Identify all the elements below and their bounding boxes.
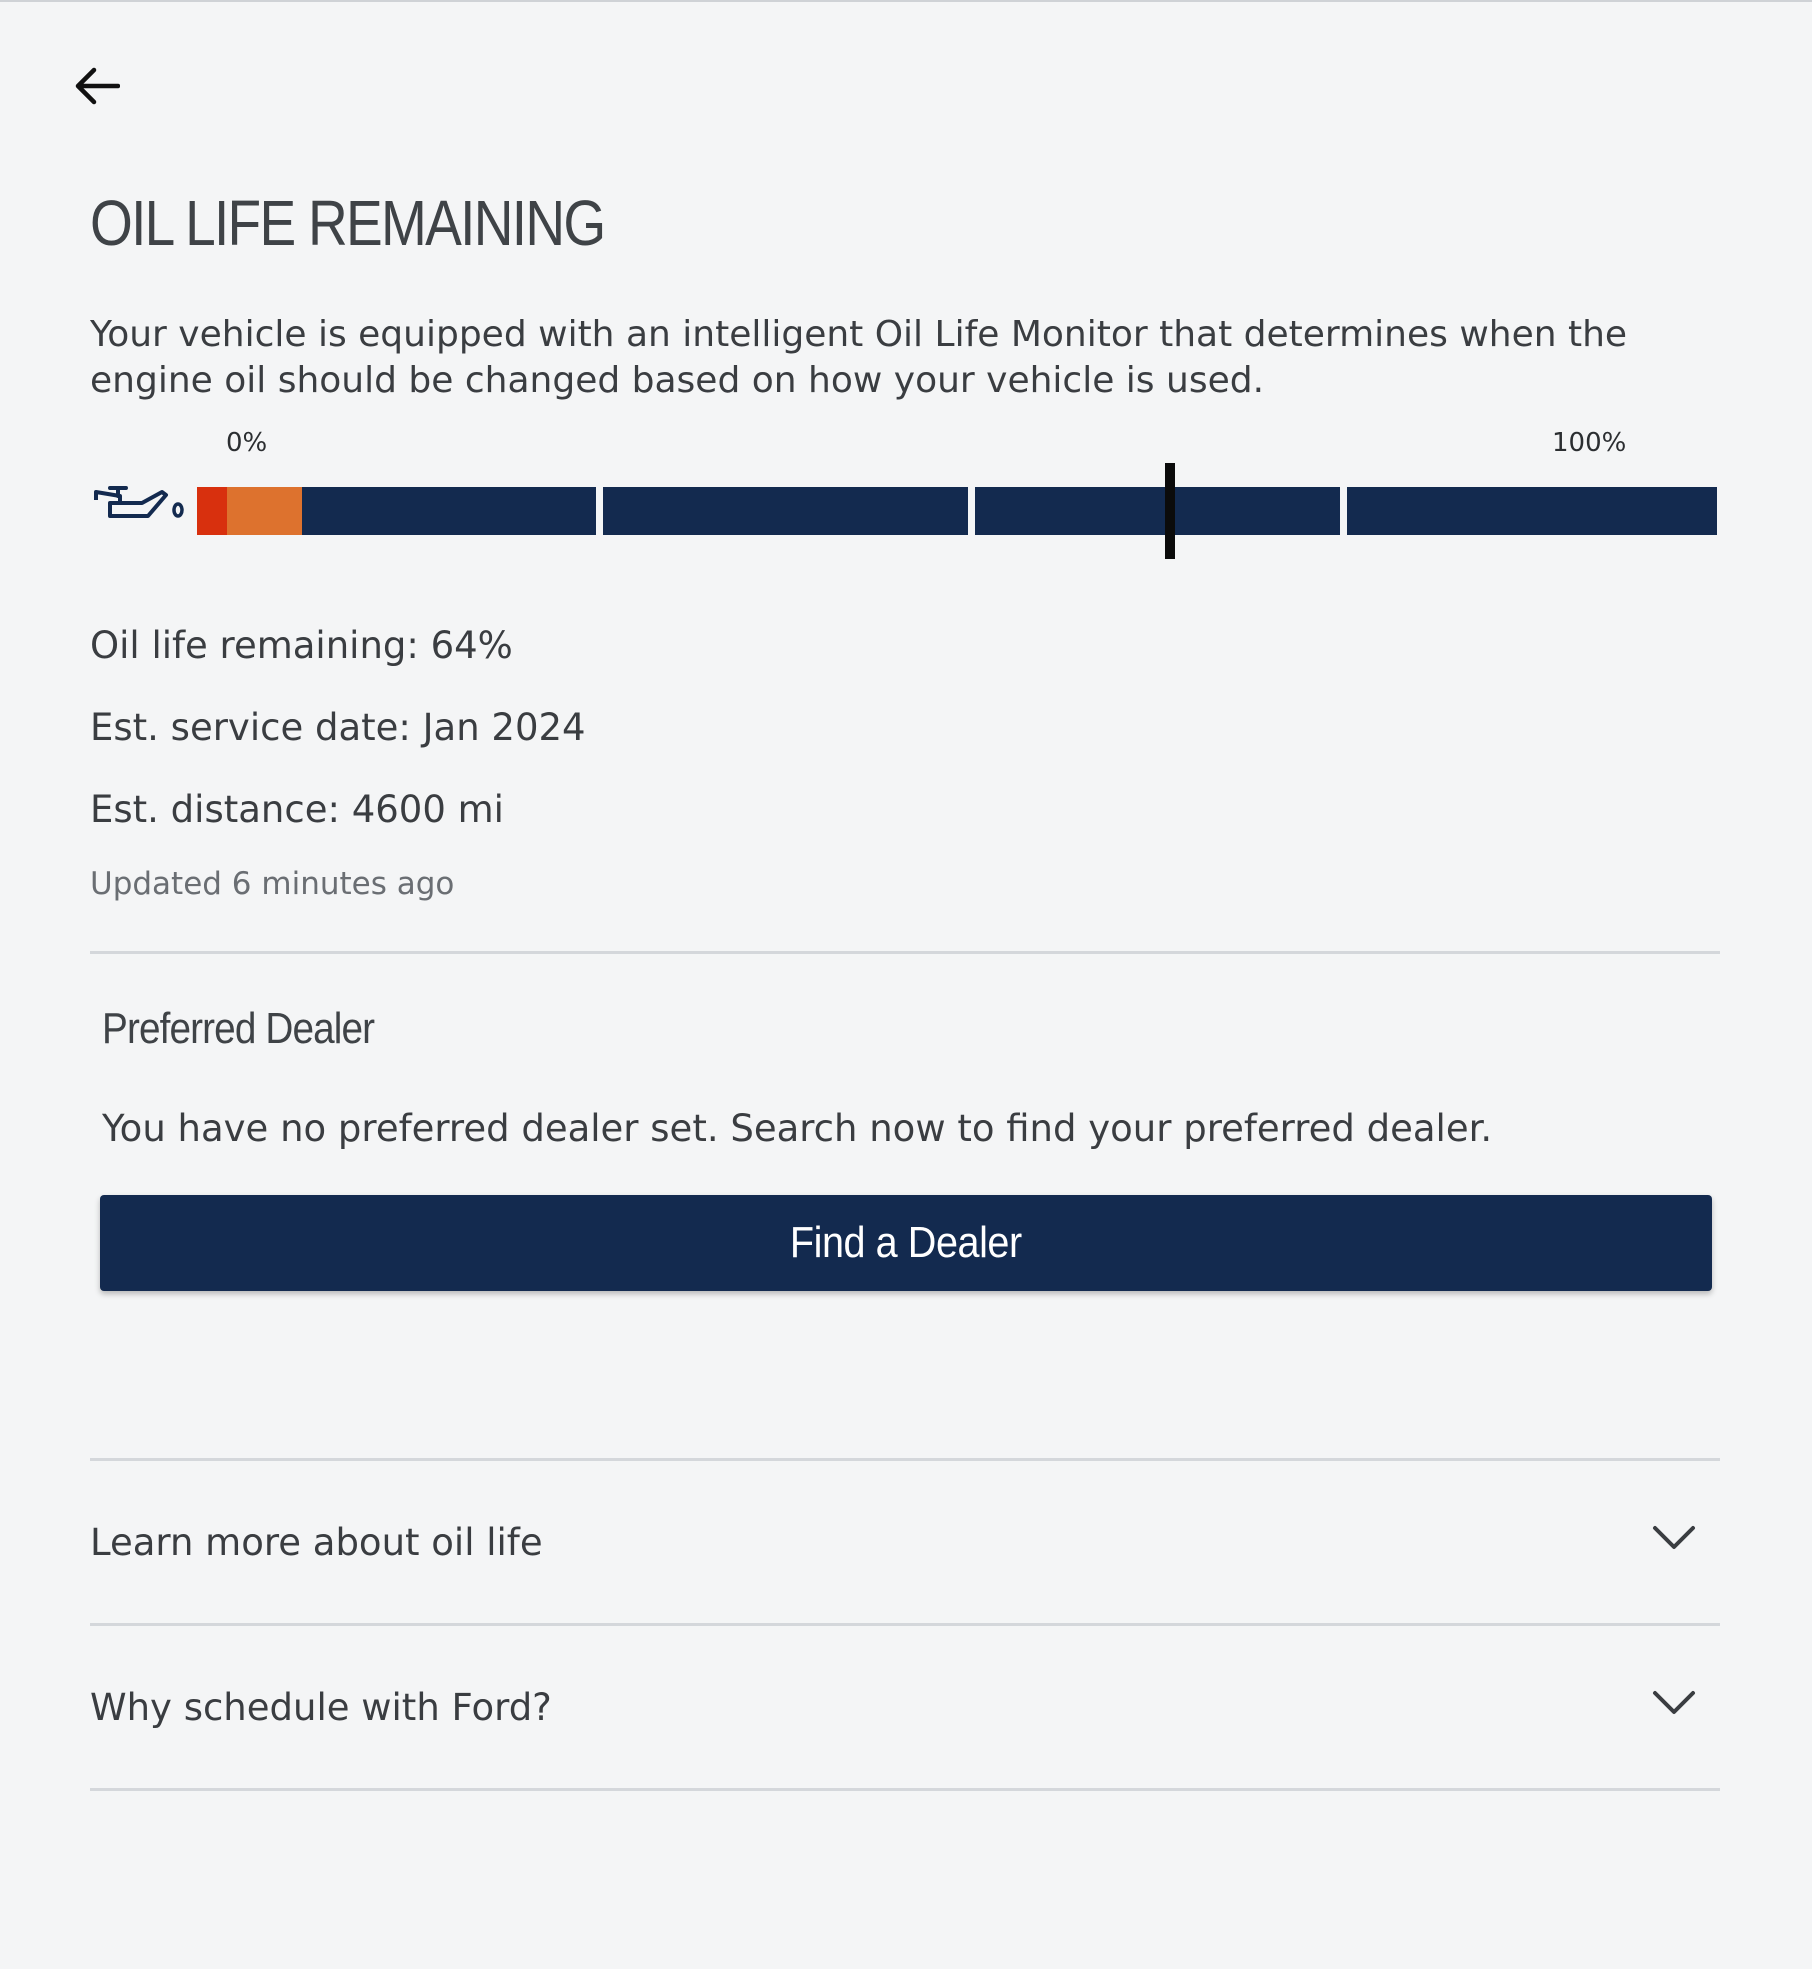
divider	[90, 951, 1720, 954]
distance-text: Est. distance: 4600 mi	[90, 788, 504, 831]
accordion-why-schedule-ford[interactable]	[90, 1626, 1720, 1788]
no-dealer-message: You have no preferred dealer set. Search now to find your preferred dealer.	[102, 1107, 1493, 1150]
back-button[interactable]	[66, 58, 126, 114]
gauge-segment	[975, 487, 1340, 535]
gauge-segment-critical	[197, 487, 227, 535]
top-divider	[0, 0, 1812, 2]
accordion-learn-more-oil-life[interactable]	[90, 1461, 1720, 1623]
oil-life-marker	[1165, 463, 1175, 559]
gauge-segment-warning	[227, 487, 302, 535]
intro-text: Your vehicle is equipped with an intelligent Oil Life Monitor that determines when the engine oil should be changed based on how your vehicle is used.	[90, 314, 1628, 401]
gauge-segment	[603, 487, 968, 535]
preferred-dealer-heading: Preferred Dealer	[102, 1004, 375, 1053]
find-dealer-button[interactable]	[100, 1195, 1712, 1291]
gauge-segment	[302, 487, 596, 535]
updated-timestamp: Updated 6 minutes ago	[90, 866, 455, 902]
gauge-max-label: 100%	[1552, 428, 1627, 458]
chevron-down-icon	[1652, 1688, 1696, 1718]
gauge-min-label: 0%	[226, 428, 268, 458]
accordion-label: Learn more about oil life	[90, 1521, 543, 1564]
arrow-left-icon	[72, 66, 120, 106]
divider	[90, 1788, 1720, 1791]
gauge-segment	[1347, 487, 1717, 535]
accordion-label: Why schedule with Ford?	[90, 1686, 552, 1729]
oil-life-remaining-text: Oil life remaining: 64%	[90, 624, 513, 667]
find-dealer-button-label: Find a Dealer	[790, 1218, 1022, 1267]
page-title: OIL LIFE REMAINING	[90, 187, 605, 259]
oil-can-icon	[90, 486, 190, 536]
oil-life-gauge	[197, 487, 1717, 535]
chevron-down-icon	[1652, 1523, 1696, 1553]
service-date-text: Est. service date: Jan 2024	[90, 706, 586, 749]
